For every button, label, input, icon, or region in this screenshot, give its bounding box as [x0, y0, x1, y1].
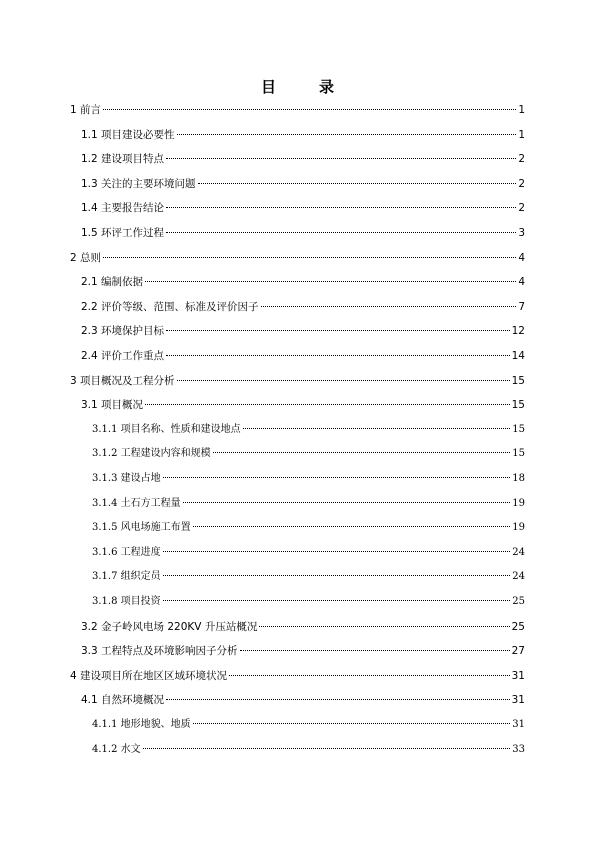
dot-leader: [166, 232, 516, 233]
toc-entry-page-number: 12: [511, 325, 525, 338]
toc-entry-label: 1.5 环评工作过程: [81, 227, 165, 239]
toc-entry[interactable]: [70, 369, 525, 393]
toc-entry-page-number: 31: [512, 719, 525, 730]
toc-entry[interactable]: [81, 615, 525, 639]
toc-entry[interactable]: [81, 393, 525, 417]
toc-entry[interactable]: [92, 738, 525, 762]
dot-leader: [163, 551, 511, 552]
toc-entry[interactable]: [92, 467, 525, 491]
dot-leader: [145, 281, 516, 282]
toc-entry[interactable]: [81, 147, 525, 171]
toc-entry-label: 3.1.1 项目名称、性质和建设地点: [92, 423, 241, 435]
toc-entry-label: 3.1.4 土石方工程量: [92, 497, 181, 509]
toc-entry[interactable]: [81, 319, 525, 343]
toc-entry[interactable]: [81, 221, 525, 245]
toc-entry-page-number: 25: [512, 596, 525, 607]
toc-entry-page-number: 25: [511, 620, 525, 633]
toc-entry-label: 4.1.2 水文: [92, 743, 141, 755]
toc-entry-page-number: 15: [511, 399, 525, 412]
toc-entry-label: 1.3 关注的主要环境问题: [81, 177, 196, 190]
toc-entry-page-number: 1: [518, 128, 525, 141]
toc-entry-label: 1.1 项目建设必要性: [81, 128, 175, 141]
dot-leader: [261, 306, 517, 307]
dot-leader: [163, 477, 511, 478]
toc-entry[interactable]: [81, 123, 525, 147]
dot-leader: [143, 748, 511, 749]
dot-leader: [166, 207, 516, 208]
toc-entry-page-number: 1: [518, 104, 525, 116]
dot-leader: [177, 134, 517, 135]
toc-entry[interactable]: [70, 246, 525, 270]
toc-entry-page-number: 18: [512, 473, 525, 484]
toc-entry-label: 3.3 工程特点及环境影响因子分析: [81, 645, 238, 658]
dot-leader: [103, 257, 516, 258]
toc-entry[interactable]: [81, 172, 525, 196]
toc-entry[interactable]: [92, 541, 525, 565]
dot-leader: [193, 526, 511, 527]
toc-entry-page-number: 4: [518, 276, 525, 289]
dot-leader: [183, 502, 511, 503]
toc-entry-label: 1.4 主要报告结论: [81, 202, 165, 215]
toc-entry-label: 2.1 编制依据: [81, 276, 144, 289]
toc-entry[interactable]: [81, 270, 525, 294]
dot-leader: [193, 723, 511, 724]
dot-leader: [240, 650, 510, 651]
toc-entry-label: 3.1.3 建设占地: [92, 473, 161, 484]
toc-entry[interactable]: [92, 590, 525, 614]
toc-entry[interactable]: [92, 565, 525, 589]
toc-entry-page-number: 15: [512, 448, 525, 460]
dot-leader: [198, 183, 517, 184]
toc-entry-label: 4.1.1 地形地貌、地质: [92, 719, 191, 730]
toc-entry[interactable]: [92, 492, 525, 516]
toc-entry-page-number: 24: [512, 546, 525, 558]
toc-entry[interactable]: [92, 418, 525, 442]
toc-entry-page-number: 7: [518, 300, 525, 313]
toc-entry-page-number: 3: [518, 227, 525, 239]
toc-entry-page-number: 27: [511, 645, 525, 658]
toc-entry-label: 1.2 建设项目特点: [81, 153, 165, 166]
toc-entry-label: 4 建设项目所在地区区域环境状况: [70, 669, 228, 682]
toc-entry-page-number: 2: [518, 177, 525, 190]
toc-entry-page-number: 15: [511, 374, 525, 387]
toc-entry[interactable]: [92, 516, 525, 540]
toc-entry[interactable]: [81, 688, 525, 712]
toc-entry[interactable]: [81, 196, 525, 220]
toc-entry[interactable]: [81, 639, 525, 663]
toc-entry-page-number: 33: [512, 743, 525, 755]
toc-entry-label: 2.2 评价等级、范围、标准及评价因子: [81, 300, 259, 313]
dot-leader: [259, 626, 509, 627]
dot-leader: [229, 675, 510, 676]
dot-leader: [163, 600, 511, 601]
dot-leader: [213, 452, 511, 453]
toc-entry-label: 3.1 项目概况: [81, 399, 144, 412]
toc-entry-page-number: 4: [518, 251, 525, 264]
dot-leader: [243, 428, 511, 429]
toc-entry[interactable]: [81, 344, 525, 368]
dot-leader: [145, 404, 510, 405]
dot-leader: [166, 158, 516, 159]
toc-entry-label: 4.1 自然环境概况: [81, 694, 165, 707]
toc-entry-page-number: 24: [512, 571, 525, 583]
toc-entry-label: 2.4 评价工作重点: [81, 350, 165, 362]
dot-leader: [177, 380, 510, 381]
toc-entry-page-number: 15: [512, 423, 525, 435]
toc-entry[interactable]: [70, 664, 525, 688]
toc-entry[interactable]: [70, 98, 525, 122]
toc-entry-label: 3.1.6 工程进度: [92, 546, 161, 558]
toc-entry-page-number: 31: [511, 669, 525, 682]
toc-entry-page-number: 19: [512, 522, 525, 534]
dot-leader: [163, 575, 511, 576]
toc-entry-label: 2.3 环境保护目标: [81, 325, 165, 338]
dot-leader: [103, 109, 516, 110]
toc-entry-label: 3.1.5 风电场施工布置: [92, 522, 191, 534]
toc-entry-label: 2 总则: [70, 251, 102, 264]
dot-leader: [166, 330, 510, 331]
page-title: 目 录: [260, 78, 348, 96]
dot-leader: [166, 355, 510, 356]
toc-entry-page-number: 31: [511, 694, 525, 707]
toc-entry-page-number: 19: [512, 497, 525, 509]
toc-entry-label: 3.2 金子岭风电场 220KV 升压站概况: [81, 620, 258, 633]
toc-entry-label: 3.1.2 工程建设内容和规模: [92, 448, 211, 460]
toc-entry-page-number: 2: [518, 153, 525, 166]
toc-entry-label: 1 前言: [70, 104, 102, 116]
toc-entry-page-number: 14: [511, 350, 525, 362]
toc-entry-label: 3.1.7 组织定员: [92, 571, 161, 583]
toc-entry-label: 3 项目概况及工程分析: [70, 374, 175, 387]
toc-entry[interactable]: [92, 442, 525, 466]
toc-entry[interactable]: [81, 295, 525, 319]
toc-entry-page-number: 2: [518, 202, 525, 215]
dot-leader: [166, 699, 510, 700]
toc-entry-label: 3.1.8 项目投资: [92, 596, 161, 607]
toc-entry[interactable]: [92, 713, 525, 737]
